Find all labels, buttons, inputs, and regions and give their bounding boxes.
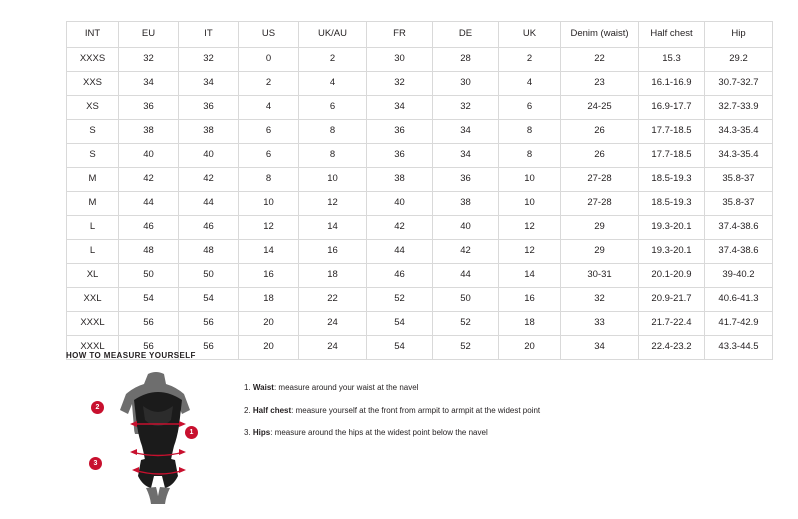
cell-denim-waist: 27-28	[561, 192, 639, 216]
cell-uk-au: 18	[299, 264, 367, 288]
cell-us: 16	[239, 264, 299, 288]
step-term: Waist	[252, 383, 274, 392]
cell-uk: 10	[499, 192, 561, 216]
cell-uk: 4	[499, 72, 561, 96]
table-row	[67, 192, 773, 216]
column-header-int: INT	[67, 22, 119, 48]
measure-step-hips	[244, 428, 540, 438]
cell-int: XXXS	[67, 48, 119, 72]
cell-us: 4	[239, 96, 299, 120]
cell-half-chest: 15.3	[639, 48, 705, 72]
cell-it: 54	[179, 288, 239, 312]
cell-int: M	[67, 192, 119, 216]
badge-half-chest: 2	[91, 401, 104, 414]
cell-eu: 56	[119, 336, 179, 360]
column-header-it: IT	[179, 22, 239, 48]
table-row	[67, 216, 773, 240]
step-number: 3.	[244, 428, 251, 438]
cell-denim-waist: 26	[561, 144, 639, 168]
cell-uk-au: 8	[299, 120, 367, 144]
cell-hip: 41.7-42.9	[705, 312, 773, 336]
cell-de: 42	[433, 240, 499, 264]
table-row	[67, 264, 773, 288]
cell-us: 6	[239, 144, 299, 168]
cell-fr: 52	[367, 288, 433, 312]
cell-it: 42	[179, 168, 239, 192]
cell-uk-au: 14	[299, 216, 367, 240]
cell-uk: 12	[499, 216, 561, 240]
step-text: : measure around your waist at the navel	[273, 383, 419, 392]
cell-hip: 34.3-35.4	[705, 144, 773, 168]
cell-denim-waist: 29	[561, 216, 639, 240]
cell-fr: 34	[367, 96, 433, 120]
cell-denim-waist: 26	[561, 120, 639, 144]
table-row	[67, 312, 773, 336]
cell-de: 52	[433, 336, 499, 360]
cell-it: 46	[179, 216, 239, 240]
cell-uk-au: 4	[299, 72, 367, 96]
cell-eu: 32	[119, 48, 179, 72]
cell-fr: 36	[367, 120, 433, 144]
cell-int: S	[67, 120, 119, 144]
cell-hip: 30.7-32.7	[705, 72, 773, 96]
cell-hip: 43.3-44.5	[705, 336, 773, 360]
cell-denim-waist: 34	[561, 336, 639, 360]
how-to-measure-section	[66, 351, 732, 505]
cell-denim-waist: 23	[561, 72, 639, 96]
cell-denim-waist: 30-31	[561, 264, 639, 288]
cell-half-chest: 20.9-21.7	[639, 288, 705, 312]
cell-us: 20	[239, 312, 299, 336]
cell-hip: 37.4-38.6	[705, 216, 773, 240]
cell-uk-au: 8	[299, 144, 367, 168]
cell-uk-au: 16	[299, 240, 367, 264]
cell-hip: 32.7-33.9	[705, 96, 773, 120]
cell-de: 52	[433, 312, 499, 336]
cell-uk-au: 6	[299, 96, 367, 120]
cell-int: L	[67, 216, 119, 240]
cell-half-chest: 19.3-20.1	[639, 240, 705, 264]
cell-it: 32	[179, 48, 239, 72]
column-header-uk: UK	[499, 22, 561, 48]
table-row	[67, 120, 773, 144]
cell-int: XXXL	[67, 336, 119, 360]
cell-it: 38	[179, 120, 239, 144]
column-header-eu: EU	[119, 22, 179, 48]
cell-int: XS	[67, 96, 119, 120]
cell-half-chest: 18.5-19.3	[639, 192, 705, 216]
cell-de: 36	[433, 168, 499, 192]
column-header-de: DE	[433, 22, 499, 48]
cell-hip: 34.3-35.4	[705, 120, 773, 144]
cell-int: M	[67, 168, 119, 192]
cell-denim-waist: 29	[561, 240, 639, 264]
column-header-half-chest: Half chest	[639, 22, 705, 48]
cell-eu: 46	[119, 216, 179, 240]
badge-hips: 3	[89, 457, 102, 470]
cell-uk: 8	[499, 144, 561, 168]
cell-fr: 30	[367, 48, 433, 72]
cell-hip: 37.4-38.6	[705, 240, 773, 264]
measure-step-waist	[244, 383, 540, 393]
cell-de: 28	[433, 48, 499, 72]
cell-hip: 29.2	[705, 48, 773, 72]
cell-hip: 35.8-37	[705, 192, 773, 216]
cell-it: 36	[179, 96, 239, 120]
cell-it: 44	[179, 192, 239, 216]
cell-int: L	[67, 240, 119, 264]
cell-us: 18	[239, 288, 299, 312]
cell-eu: 34	[119, 72, 179, 96]
column-header-hip: Hip	[705, 22, 773, 48]
cell-us: 0	[239, 48, 299, 72]
step-number: 1.	[244, 383, 251, 392]
cell-denim-waist: 27-28	[561, 168, 639, 192]
cell-de: 40	[433, 216, 499, 240]
step-term: Half chest	[252, 405, 292, 415]
cell-fr: 44	[367, 240, 433, 264]
cell-us: 8	[239, 168, 299, 192]
cell-fr: 40	[367, 192, 433, 216]
cell-int: XXL	[67, 288, 119, 312]
cell-int: XXXL	[67, 312, 119, 336]
cell-half-chest: 21.7-22.4	[639, 312, 705, 336]
cell-fr: 46	[367, 264, 433, 288]
cell-int: S	[67, 144, 119, 168]
size-chart-container	[66, 21, 759, 360]
step-number: 2.	[244, 405, 251, 415]
cell-us: 12	[239, 216, 299, 240]
cell-it: 56	[179, 312, 239, 336]
cell-half-chest: 19.3-20.1	[639, 216, 705, 240]
table-row	[67, 240, 773, 264]
cell-de: 38	[433, 192, 499, 216]
cell-de: 44	[433, 264, 499, 288]
cell-half-chest: 16.9-17.7	[639, 96, 705, 120]
cell-it: 56	[179, 336, 239, 360]
step-term: Hips	[252, 428, 271, 438]
cell-us: 14	[239, 240, 299, 264]
cell-denim-waist: 33	[561, 312, 639, 336]
cell-eu: 42	[119, 168, 179, 192]
measure-steps-list	[244, 370, 540, 451]
mannequin-figure	[66, 370, 226, 505]
badge-waist: 1	[185, 426, 198, 439]
cell-us: 10	[239, 192, 299, 216]
cell-uk-au: 12	[299, 192, 367, 216]
cell-denim-waist: 24-25	[561, 96, 639, 120]
cell-uk: 18	[499, 312, 561, 336]
cell-eu: 48	[119, 240, 179, 264]
cell-us: 6	[239, 120, 299, 144]
table-row	[67, 168, 773, 192]
cell-eu: 36	[119, 96, 179, 120]
size-chart-table	[66, 21, 773, 360]
cell-uk: 12	[499, 240, 561, 264]
cell-eu: 50	[119, 264, 179, 288]
cell-fr: 42	[367, 216, 433, 240]
column-header-uk-au: UK/AU	[299, 22, 367, 48]
cell-uk: 20	[499, 336, 561, 360]
cell-de: 50	[433, 288, 499, 312]
cell-us: 2	[239, 72, 299, 96]
cell-uk-au: 24	[299, 336, 367, 360]
cell-half-chest: 17.7-18.5	[639, 144, 705, 168]
cell-half-chest: 18.5-19.3	[639, 168, 705, 192]
cell-half-chest: 17.7-18.5	[639, 120, 705, 144]
column-header-fr: FR	[367, 22, 433, 48]
step-text: : measure around the hips at the widest point below the navel	[270, 428, 488, 438]
cell-eu: 44	[119, 192, 179, 216]
cell-uk-au: 24	[299, 312, 367, 336]
cell-de: 32	[433, 96, 499, 120]
cell-fr: 32	[367, 72, 433, 96]
cell-uk: 10	[499, 168, 561, 192]
cell-de: 34	[433, 144, 499, 168]
cell-denim-waist: 22	[561, 48, 639, 72]
table-row	[67, 48, 773, 72]
cell-it: 34	[179, 72, 239, 96]
cell-hip: 35.8-37	[705, 168, 773, 192]
cell-half-chest: 20.1-20.9	[639, 264, 705, 288]
cell-it: 48	[179, 240, 239, 264]
cell-uk-au: 2	[299, 48, 367, 72]
cell-it: 40	[179, 144, 239, 168]
cell-uk-au: 22	[299, 288, 367, 312]
cell-eu: 54	[119, 288, 179, 312]
cell-half-chest: 16.1-16.9	[639, 72, 705, 96]
cell-fr: 54	[367, 312, 433, 336]
cell-half-chest: 22.4-23.2	[639, 336, 705, 360]
cell-fr: 36	[367, 144, 433, 168]
cell-hip: 40.6-41.3	[705, 288, 773, 312]
cell-int: XL	[67, 264, 119, 288]
cell-us: 20	[239, 336, 299, 360]
table-row	[67, 144, 773, 168]
measure-step-half-chest	[244, 406, 540, 416]
cell-uk: 6	[499, 96, 561, 120]
column-header-us: US	[239, 22, 299, 48]
step-text: : measure yourself at the front from armpit to armpit at the widest point	[291, 405, 541, 415]
how-to-measure-body	[66, 370, 732, 505]
cell-eu: 38	[119, 120, 179, 144]
table-header-row	[67, 22, 773, 48]
column-header-denim-waist: Denim (waist)	[561, 22, 639, 48]
cell-it: 50	[179, 264, 239, 288]
cell-eu: 40	[119, 144, 179, 168]
table-row	[67, 72, 773, 96]
cell-int: XXS	[67, 72, 119, 96]
cell-hip: 39-40.2	[705, 264, 773, 288]
how-to-measure-title: HOW TO MEASURE YOURSELF	[66, 351, 196, 360]
cell-fr: 38	[367, 168, 433, 192]
table-row	[67, 288, 773, 312]
cell-uk: 8	[499, 120, 561, 144]
cell-de: 30	[433, 72, 499, 96]
cell-de: 34	[433, 120, 499, 144]
mannequin-illustration	[96, 370, 226, 505]
cell-uk-au: 10	[299, 168, 367, 192]
cell-fr: 54	[367, 336, 433, 360]
cell-eu: 56	[119, 312, 179, 336]
cell-uk: 2	[499, 48, 561, 72]
cell-uk: 16	[499, 288, 561, 312]
cell-uk: 14	[499, 264, 561, 288]
table-row	[67, 96, 773, 120]
cell-denim-waist: 32	[561, 288, 639, 312]
